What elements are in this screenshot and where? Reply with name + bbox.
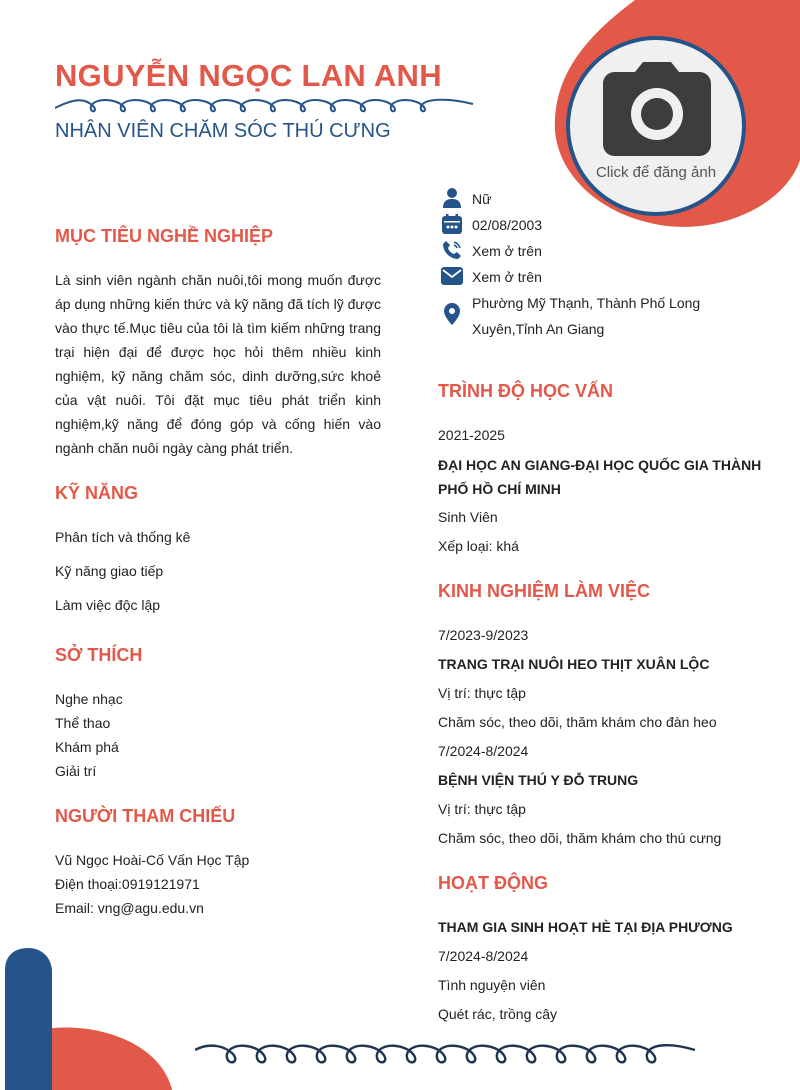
contact-phone <box>440 238 542 264</box>
birthday-value: 02/08/2003 <box>472 217 543 233</box>
bottom-squiggle-decoration <box>195 1038 700 1072</box>
hobby-item: Thể thao <box>55 715 111 731</box>
education-period: 2021-2025 <box>438 427 505 443</box>
reference-title: NGƯỜI THAM CHIẾU <box>55 806 236 826</box>
experience-org: BỆNH VIỆN THÚ Y ĐỖ TRUNG <box>438 772 639 788</box>
experience-position: Vị trí: thực tập <box>438 685 526 701</box>
mail-icon <box>440 264 464 288</box>
contact-gender <box>440 186 491 212</box>
user-icon <box>440 186 464 210</box>
camera-icon <box>603 62 711 156</box>
reference-line: Vũ Ngọc Hoài-Cố Vấn Học Tập <box>55 852 250 868</box>
gender-value: Nữ <box>472 191 492 207</box>
contact-address <box>440 290 770 342</box>
experience-position: Vị trí: thực tập <box>438 801 526 817</box>
skill-item: Làm việc độc lập <box>55 597 161 613</box>
education-school: ĐẠI HỌC AN GIANG-ĐẠI HỌC QUỐC GIA THÀNH PHỐ HỒ CHÍ MINH <box>438 457 762 497</box>
experience-period: 7/2023-9/2023 <box>438 627 529 643</box>
experience-org: TRANG TRẠI NUÔI HEO THỊT XUÂN LỘC <box>438 656 710 672</box>
location-icon <box>440 302 464 326</box>
skill-item: Kỹ năng giao tiếp <box>55 563 164 579</box>
phone-icon <box>440 238 464 262</box>
activity-role: Tình nguyện viên <box>438 977 546 993</box>
contact-birthday <box>440 212 542 238</box>
candidate-name: NGUYỄN NGỌC LAN ANH <box>55 58 442 93</box>
experience-period: 7/2024-8/2024 <box>438 743 529 759</box>
experience-desc: Chăm sóc, theo dõi, thăm khám cho thú cưng <box>438 830 722 846</box>
title-squiggle-decoration <box>55 94 475 116</box>
skills-title: KỸ NĂNG <box>55 483 139 503</box>
reference-line: Điện thoại:0919121971 <box>55 876 200 892</box>
activities-title: HOẠT ĐỘNG <box>438 873 548 893</box>
education-rank: Xếp loại: khá <box>438 538 519 554</box>
hobby-item: Giải trí <box>55 763 97 779</box>
photo-upload-area[interactable] <box>566 36 746 216</box>
skill-item: Phân tích và thống kê <box>55 529 191 545</box>
experience-title: KINH NGHIỆM LÀM VIỆC <box>438 581 651 601</box>
objective-title: MỤC TIÊU NGHỀ NGHIỆP <box>55 226 274 246</box>
bottom-left-shapes <box>0 940 180 1090</box>
job-title: NHÂN VIÊN CHĂM SÓC THÚ CƯNG <box>55 120 391 142</box>
address-value: Phường Mỹ Thạnh, Thành Phố Long Xuyên,Tỉnh An Giang <box>472 295 701 337</box>
education-title: TRÌNH ĐỘ HỌC VẤN <box>438 381 613 401</box>
objective-text: Là sinh viên ngành chăn nuôi,tôi mong muốn được áp dụng những kiến thức và kỹ năng đã tích lỹ được vào thực tế.Mục tiêu của tôi là tìm kiếm những trang trại hiện đại để được học hỏi thêm nhiều kinh nghiệm, kỹ năng chăm sóc, dinh dưỡng,sức khoẻ của vật nuôi. Tôi đặt mục tiêu phát triển kinh nghiệm,kỹ năng để đóng góp và cống hiến vào ngành chăn nuôi ngày càng phát triển. <box>55 272 381 456</box>
activity-desc: Quét rác, trồng cây <box>438 1006 558 1022</box>
hobby-item: Nghe nhạc <box>55 691 123 707</box>
activity-org: THAM GIA SINH HOẠT HÈ TẠI ĐỊA PHƯƠNG <box>438 919 733 935</box>
phone-value: Xem ở trên <box>472 243 542 259</box>
education-role: Sinh Viên <box>438 509 498 525</box>
experience-desc: Chăm sóc, theo dõi, thăm khám cho đàn heo <box>438 714 717 730</box>
hobbies-title: SỞ THÍCH <box>55 645 143 665</box>
email-value: Xem ở trên <box>472 269 542 285</box>
calendar-icon <box>440 212 464 236</box>
activity-period: 7/2024-8/2024 <box>438 948 529 964</box>
photo-caption: Click để đăng ảnh <box>595 164 717 181</box>
contact-email <box>440 264 542 290</box>
reference-line: Email: vng@agu.edu.vn <box>55 900 204 916</box>
hobby-item: Khám phá <box>55 739 119 755</box>
